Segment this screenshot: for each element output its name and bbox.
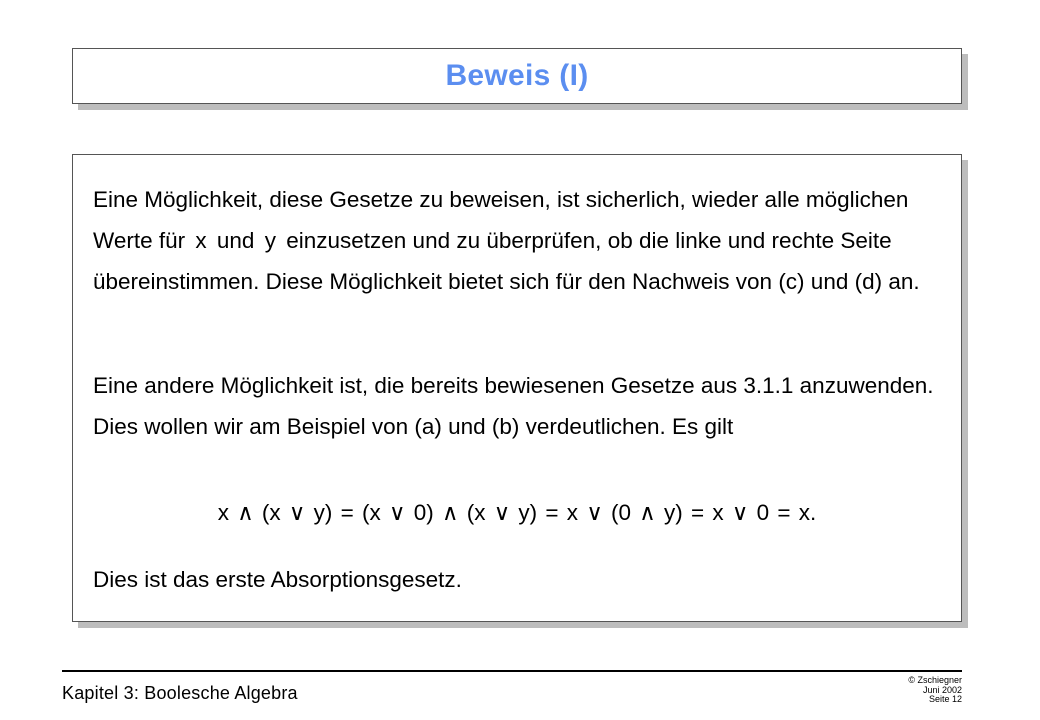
footer-info	[908, 676, 962, 705]
word-und: und	[216, 228, 255, 253]
slide-title: Beweis (I)	[445, 59, 589, 92]
footer-date: Juni 2002	[922, 684, 962, 695]
footer-page: Seite 12	[928, 694, 962, 704]
footer-copyright: © Zschiegner	[908, 675, 962, 685]
paragraph-3: Dies ist das erste Absorptionsgesetz.	[93, 567, 462, 592]
paragraph-1-text-b: einzusetzen und zu überprüfen, ob die linke und rechte Seite übereinstimmen. Diese Möglichkeit bietet sich für den Nachweis von (c) und (d) an.	[93, 228, 920, 294]
footer-chapter: Kapitel 3: Boolesche Algebra	[62, 683, 298, 703]
content-box	[72, 154, 962, 622]
paragraph-1	[93, 179, 953, 302]
paragraph-2: Eine andere Möglichkeit ist, die bereits bewiesenen Gesetze aus 3.1.1 anzuwenden. Dies wollen wir am Beispiel von (a) und (b) verdeutlichen. Es gilt	[93, 373, 934, 439]
slide-title-box	[72, 48, 962, 104]
formula: x ∧ (x ∨ y) = (x ∨ 0) ∧ (x ∨ y) = x ∨ (0 ∧ y) = x ∨ 0 = x.	[217, 500, 817, 525]
variable-y: y	[264, 228, 276, 253]
footer-divider	[62, 670, 962, 672]
paragraph-1-text-a: Eine Möglichkeit, diese Gesetze zu beweisen, ist sicherlich, wieder alle möglichen Werte für	[93, 187, 909, 253]
variable-x: x	[195, 228, 207, 253]
